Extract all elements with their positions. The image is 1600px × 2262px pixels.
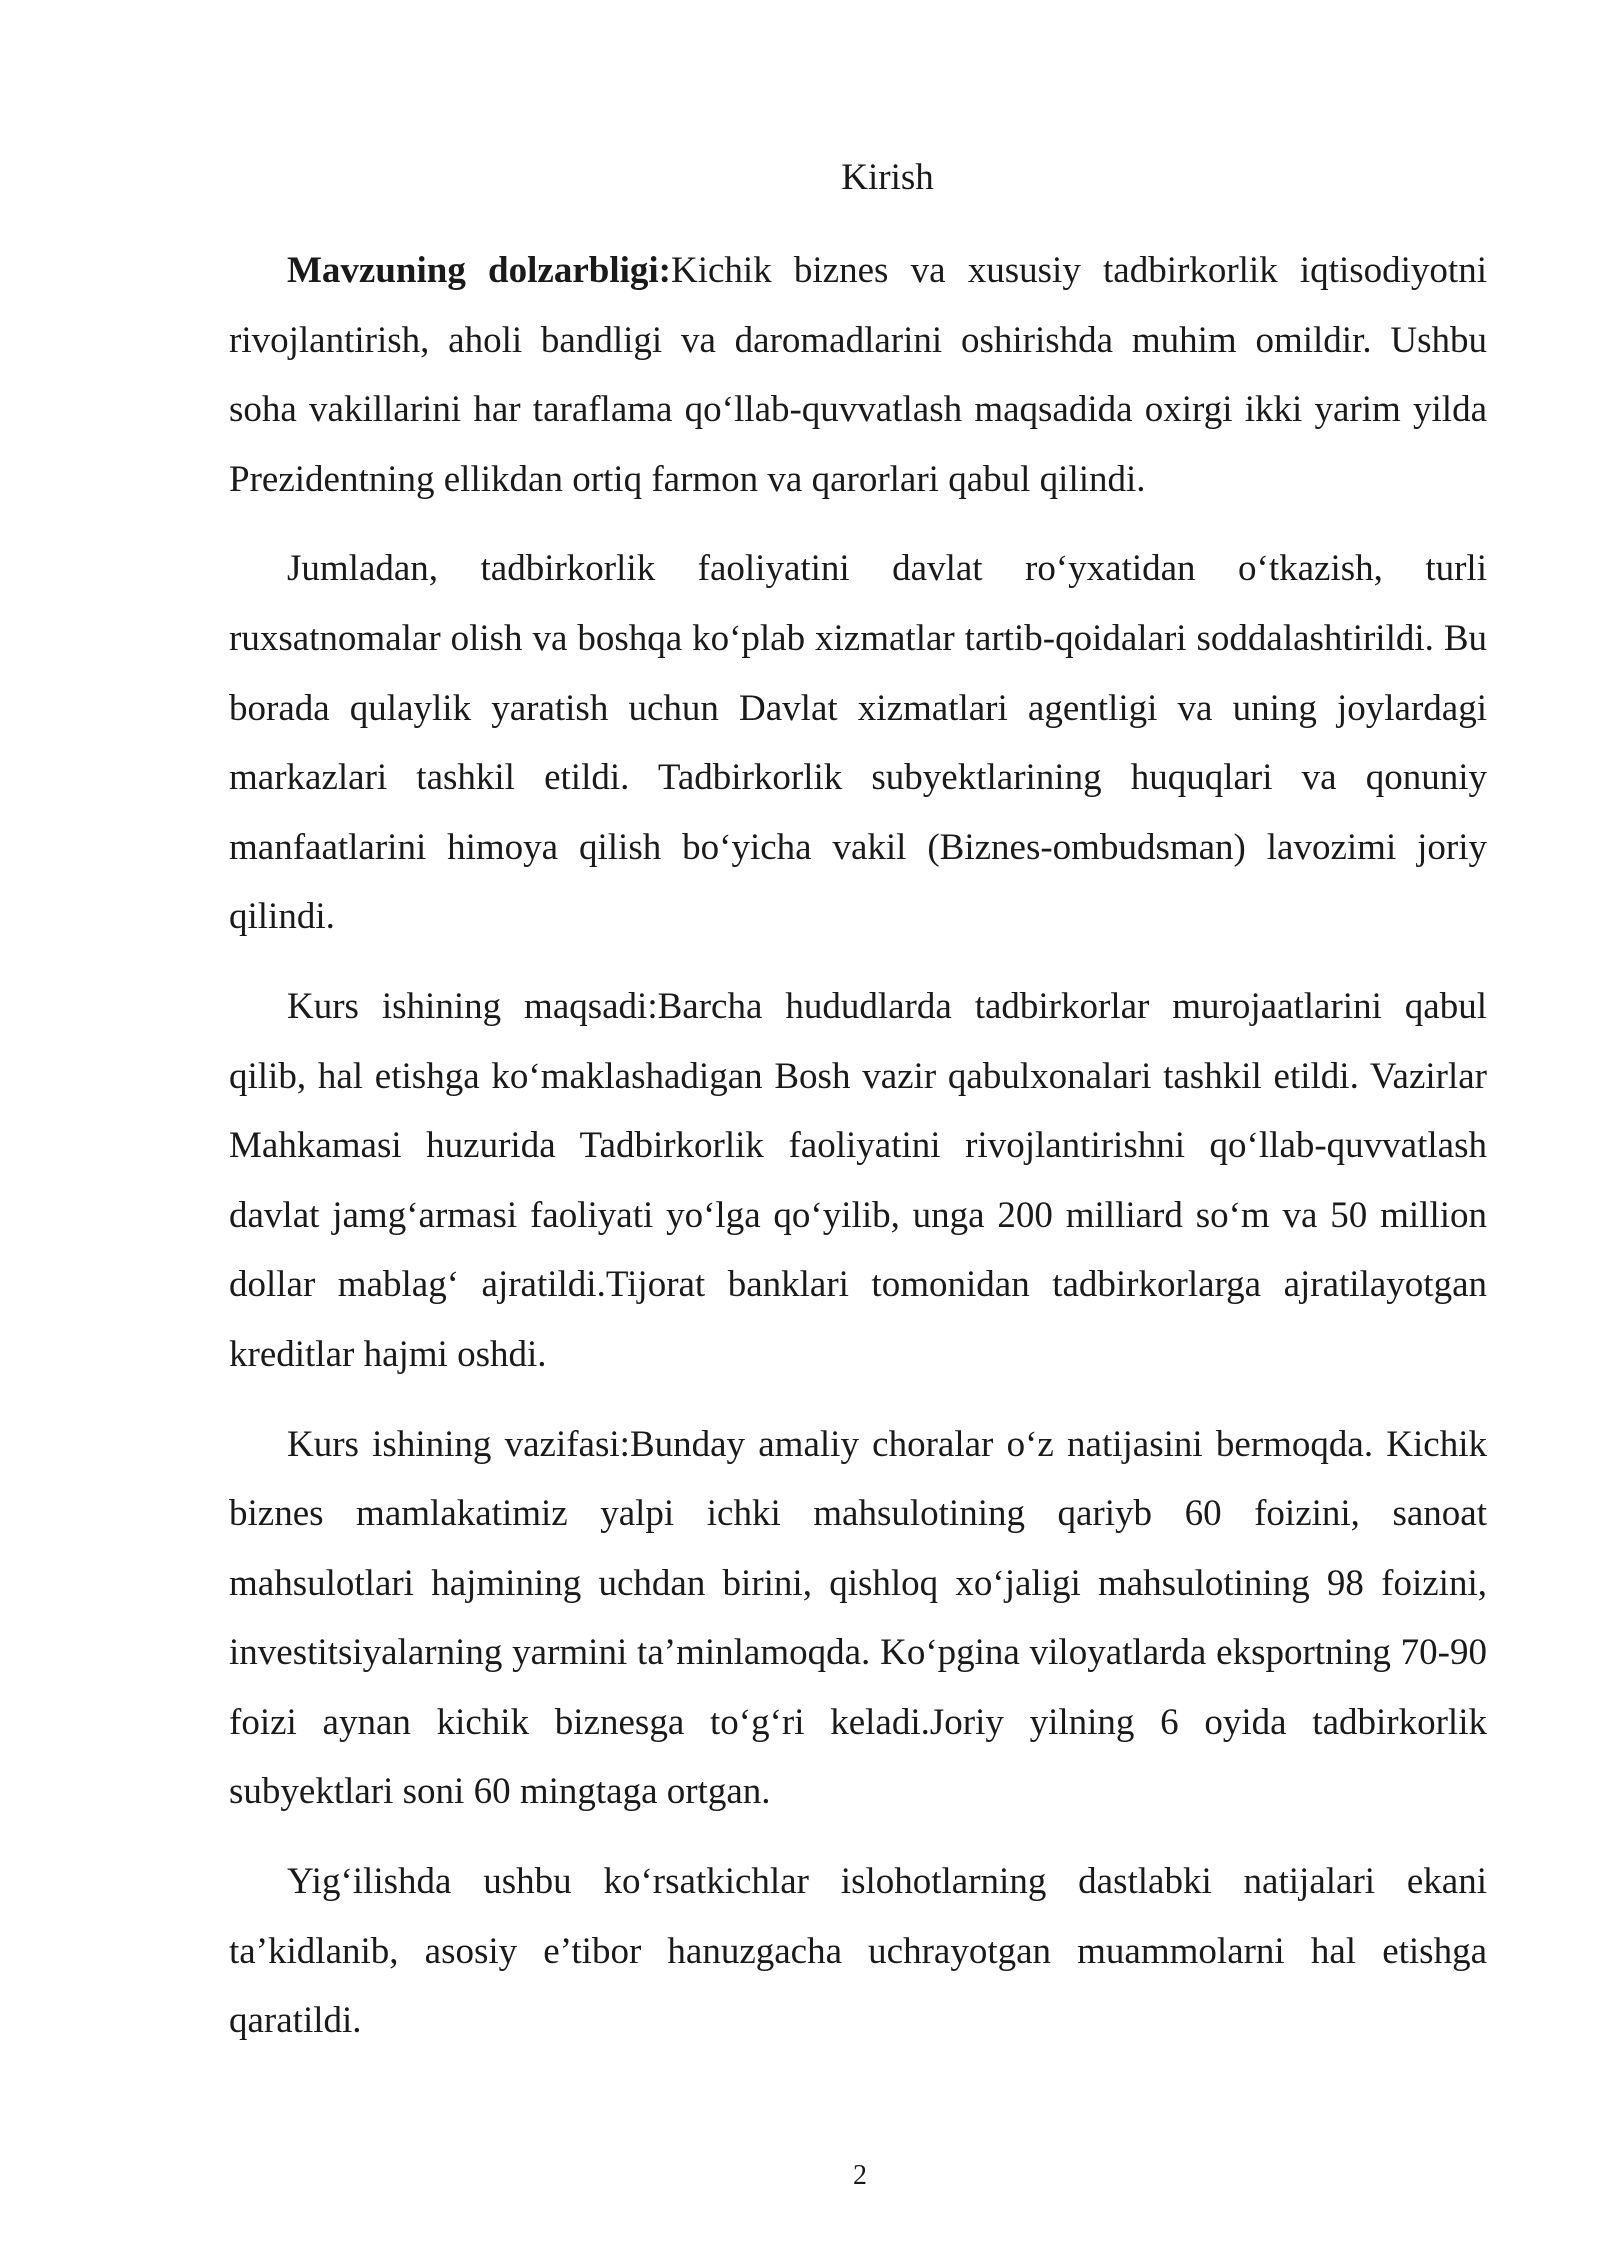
document-body bbox=[229, 236, 1487, 2076]
paragraph-meeting bbox=[229, 1847, 1487, 2056]
paragraph-text: Kurs ishining maqsadi:Barcha hududlarda tadbirkorlar murojaatlarini qabul qilib, hal etishga ko‘maklashadigan Bosh vazir qabulxonalari tashkil etildi. Vazirlar Mahkamasi huzurida Tadbirkorlik faoliyatini rivojlantirishni qo‘llab-quvvatlash davlat jamg‘armasi faoliyati yo‘lga qo‘yilib, unga 200 milliard so‘m va 50 million dollar mablag‘ ajratildi.Tijorat banklari tomonidan tadbirkorlarga ajratilayotgan kreditlar hajmi oshdi. bbox=[229, 985, 1487, 1375]
paragraph-relevance bbox=[229, 236, 1487, 514]
page-number: 2 bbox=[853, 2160, 867, 2191]
document-title: Kirish bbox=[841, 157, 934, 198]
paragraph-goal bbox=[229, 972, 1487, 1390]
paragraph-text: Jumladan, tadbirkorlik faoliyatini davlat ro‘yxatidan o‘tkazish, turli ruxsatnomalar olish va boshqa ko‘plab xizmatlar tartib-qoidalari soddalashtirildi. Bu borada qulaylik yaratish uchun Davlat xizmatlari agentligi va uning joylardagi markazlari tashkil etildi. Tadbirkorlik subyektlarining huquqlari va qonuniy manfaatlarini himoya qilish bo‘yicha vakil (Biznes-ombudsman) lavozimi joriy qilindi. bbox=[229, 548, 1487, 938]
paragraph-lead: Mavzuning dolzarbligi: bbox=[287, 250, 671, 291]
paragraph-text: Yig‘ilishda ushbu ko‘rsatkichlar islohotlarning dastlabki natijalari ekani ta’kidlanib, asosiy e’tibor hanuzgacha uchrayotgan muammolarni hal etishga qaratildi. bbox=[229, 1861, 1487, 2042]
paragraph-text: Kurs ishining vazifasi:Bunday amaliy choralar o‘z natijasini bermoqda. Kichik biznes mamlakatimiz yalpi ichki mahsulotining qariyb 60 foizini, sanoat mahsulotlari hajmining uchdan birini, qishloq xo‘jaligi mahsulotining 98 foizini, investitsiyalarning yarmini ta’minlamoqda. Ko‘pgina viloyatlarda eksportning 70-90 foizi aynan kichik biznesga to‘g‘ri keladi.Joriy yilning 6 oyida tadbirkorlik subyektlari soni 60 mingtaga ortgan. bbox=[229, 1423, 1487, 1813]
paragraph-simplification bbox=[229, 534, 1487, 952]
paragraph-tasks bbox=[229, 1410, 1487, 1828]
paragraph-text: Kichik biznes va xususiy tadbirkorlik iqtisodiyotni rivojlantirish, aholi bandligi va daromadlarini oshirishda muhim omildir. Ushbu soha vakillarini har taraflama qo‘llab-quvvatlash maqsadida oxirgi ikki yarim yilda Prezidentning ellikdan ortiq farmon va qarorlari qabul qilindi. bbox=[229, 250, 1487, 500]
